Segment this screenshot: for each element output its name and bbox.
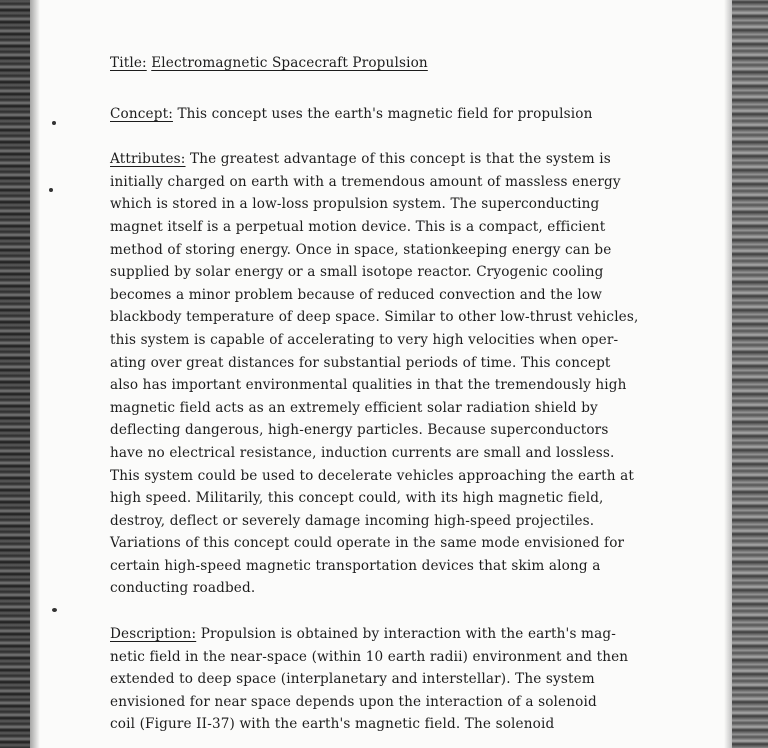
attributes-first-line — [110, 148, 685, 171]
description-first-text: Propulsion is obtained by interaction with the earth's mag- — [200, 626, 616, 643]
attributes-section — [110, 148, 685, 600]
attributes-line: this system is capable of accelerating to very high velocities when oper- — [110, 331, 619, 348]
spacer — [110, 75, 685, 103]
attributes-line: magnet itself is a perpetual motion device. This is a compact, efficient — [110, 218, 606, 235]
attributes-line: have no electrical resistance, induction currents are small and lossless. — [110, 444, 615, 461]
attributes-line: method of storing energy. Once in space, stationkeeping energy can be — [110, 241, 612, 258]
description-line: extended to deep space (interplanetary and interstellar). The system — [110, 671, 595, 688]
concept-line — [110, 103, 685, 126]
scan-speck — [49, 188, 53, 192]
attributes-line: also has important environmental qualities in that the tremendously high — [110, 377, 627, 394]
scan-border-left — [0, 0, 30, 748]
attributes-label: Attributes: — [110, 151, 186, 168]
attributes-first-text: The greatest advantage of this concept is that the system is — [190, 151, 611, 168]
scan-speck — [52, 608, 57, 612]
attributes-line: Variations of this concept could operate in the same mode envisioned for — [110, 535, 625, 552]
attributes-line: magnetic field acts as an extremely efficient solar radiation shield by — [110, 399, 598, 416]
spacer — [110, 125, 685, 148]
description-label: Description: — [110, 626, 197, 643]
attributes-line: deflecting dangerous, high-energy particles. Because superconductors — [110, 422, 609, 439]
title-text: Electromagnetic Spacecraft Propulsion — [151, 55, 428, 71]
title-line — [110, 52, 685, 75]
scan-border-right — [732, 0, 768, 748]
attributes-line: which is stored in a low-loss propulsion system. The superconducting — [110, 196, 600, 213]
description-line: coil (Figure II-37) with the earth's magnetic field. The solenoid — [110, 716, 555, 733]
document-page — [110, 52, 685, 736]
description-section — [110, 623, 685, 736]
title-label: Title: — [110, 55, 147, 71]
spacer — [110, 600, 685, 623]
concept-label: Concept: — [110, 105, 173, 122]
attributes-line: certain high-speed magnetic transportation devices that skim along a — [110, 557, 601, 574]
attributes-line: high speed. Militarily, this concept could, with its high magnetic field, — [110, 490, 604, 507]
attributes-line: destroy, deflect or severely damage incoming high-speed projectiles. — [110, 512, 595, 529]
attributes-line: initially charged on earth with a tremendous amount of massless energy — [110, 173, 621, 190]
attributes-line: conducting roadbed. — [110, 580, 256, 597]
attributes-line: becomes a minor problem because of reduced convection and the low — [110, 286, 603, 303]
attributes-line: This system could be used to decelerate vehicles approaching the earth at — [110, 467, 635, 484]
description-line: netic field in the near-space (within 10 earth radii) environment and then — [110, 648, 629, 665]
scan-speck — [52, 121, 56, 125]
concept-text: This concept uses the earth's magnetic field for propulsion — [177, 105, 593, 122]
description-first-line — [110, 623, 685, 646]
scan-shadow-left — [30, 0, 40, 748]
attributes-line: ating over great distances for substantial periods of time. This concept — [110, 354, 611, 371]
scan-shadow-right — [724, 0, 732, 748]
attributes-line: supplied by solar energy or a small isotope reactor. Cryogenic cooling — [110, 264, 604, 281]
description-line: envisioned for near space depends upon the interaction of a solenoid — [110, 693, 597, 710]
attributes-line: blackbody temperature of deep space. Similar to other low-thrust vehicles, — [110, 309, 639, 326]
